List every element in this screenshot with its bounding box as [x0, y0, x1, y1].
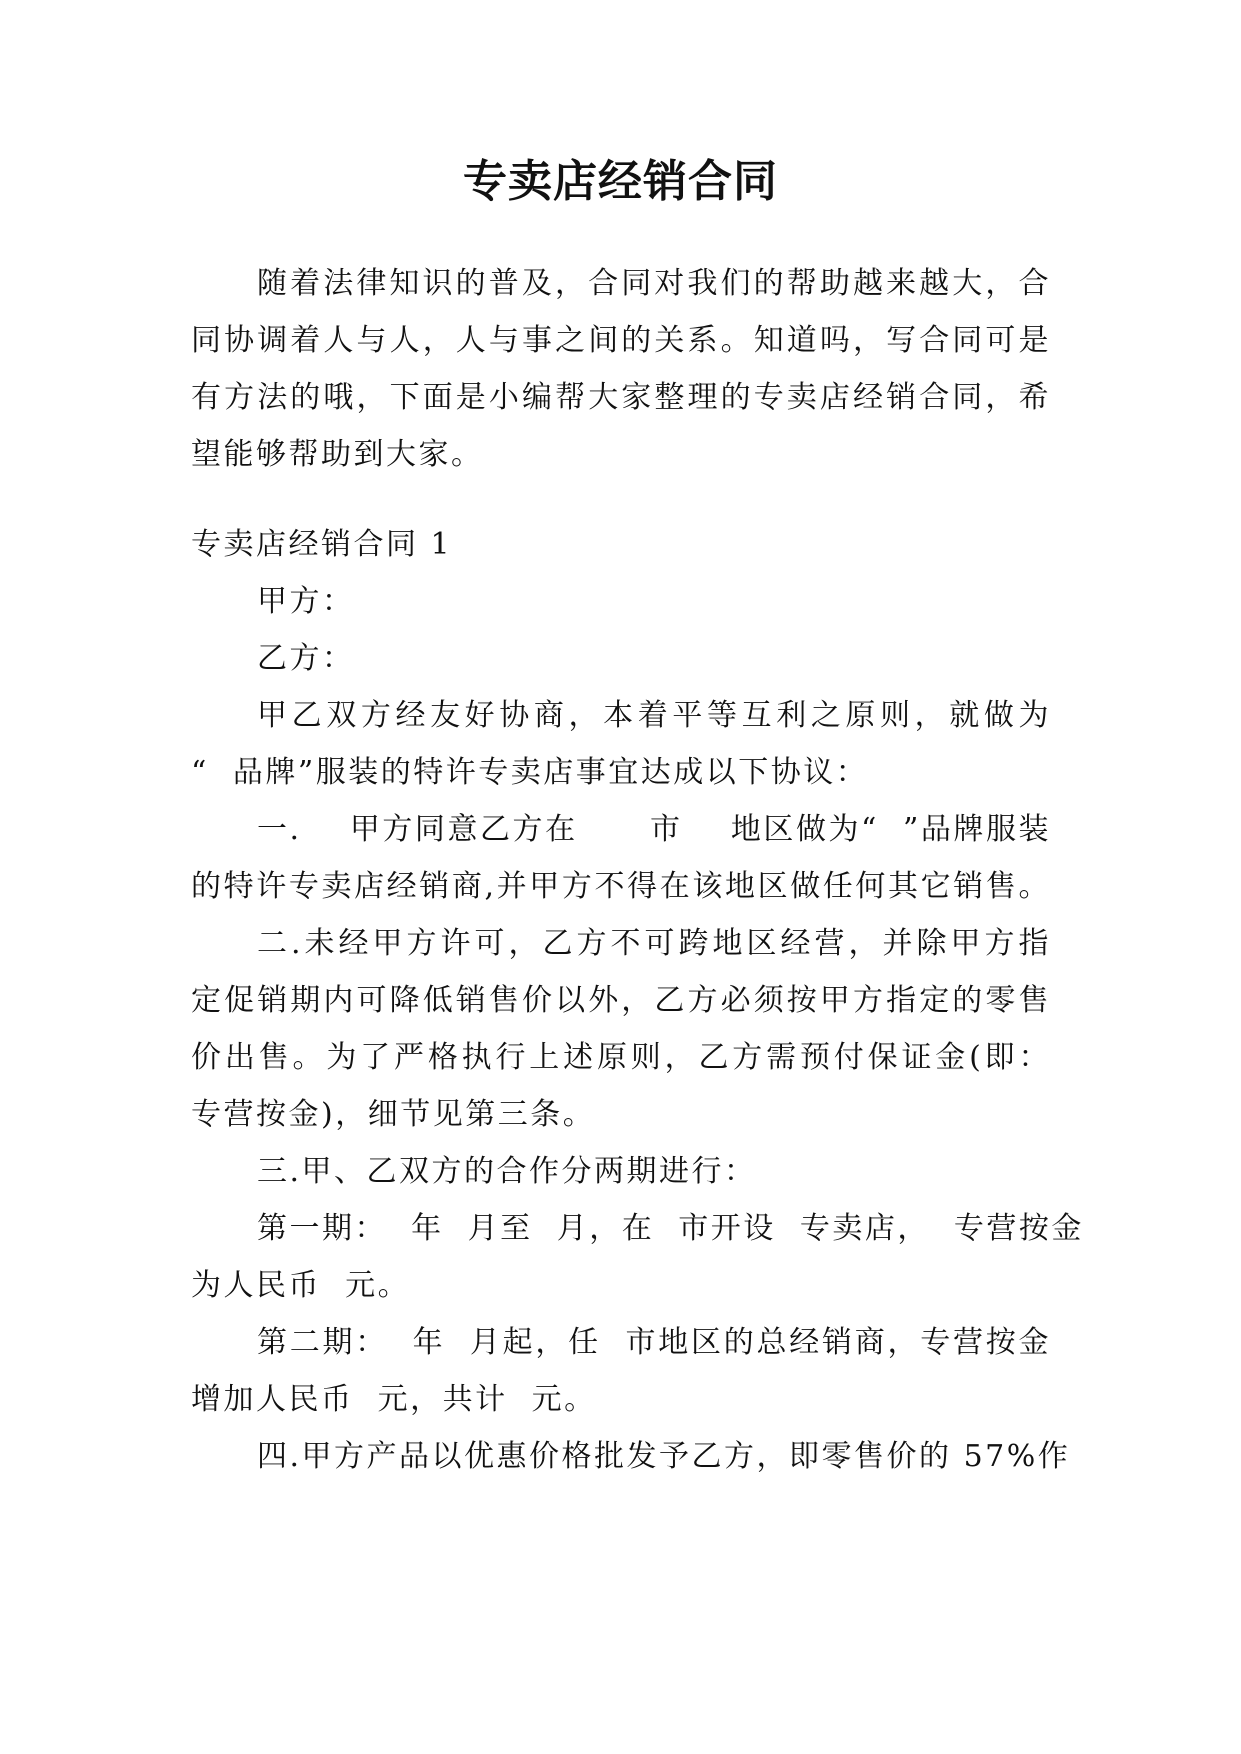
body-line: 价出售。为了严格执行上述原则，乙方需预付保证金(即：: [191, 1040, 1051, 1075]
body-line: 为人民币 元。: [191, 1268, 411, 1303]
section-heading: 专卖店经销合同 1: [191, 527, 453, 562]
body-line: 四.甲方产品以优惠价格批发予乙方，即零售价的 57%作: [257, 1439, 1071, 1474]
body-line: 三.甲、乙双方的合作分两期进行：: [257, 1154, 757, 1189]
body-line: 增加人民币 元，共计 元。: [191, 1382, 597, 1417]
body-line: 二.未经甲方许可，乙方不可跨地区经营，并除甲方指: [257, 926, 1051, 961]
contract-section: [191, 516, 1084, 1485]
document-title: 专卖店经销合同: [463, 156, 778, 207]
body-line: 第二期： 年 月起，任 市地区的总经销商，专营按金: [257, 1325, 1051, 1360]
body-line: “ 品牌”服装的特许专卖店事宜达成以下协议：: [191, 755, 869, 790]
intro-line: 同协调着人与人，人与事之间的关系。知道吗，写合同可是: [191, 323, 1051, 358]
body-line: 定促销期内可降低销售价以外，乙方必须按甲方指定的零售: [191, 983, 1051, 1018]
body-line: 一. 甲方同意乙方在 市 地区做为“ ”品牌服装: [257, 812, 1051, 847]
party-b-label: 乙方：: [257, 641, 355, 676]
party-a-label: 甲方：: [257, 584, 355, 619]
intro-paragraph: [191, 255, 1051, 483]
intro-line: 有方法的哦，下面是小编帮大家整理的专卖店经销合同，希: [191, 380, 1051, 415]
intro-line: 随着法律知识的普及，合同对我们的帮助越来越大，合: [257, 266, 1051, 301]
body-line: 专营按金)，细节见第三条。: [191, 1097, 596, 1132]
intro-line: 望能够帮助到大家。: [191, 437, 484, 472]
body-line: 的特许专卖店经销商,并甲方不得在该地区做任何其它销售。: [191, 869, 1051, 904]
body-line: 第一期： 年 月至 月，在 市开设 专卖店， 专营按金: [257, 1211, 1084, 1246]
body-line: 甲乙双方经友好协商，本着平等互利之原则，就做为: [257, 698, 1051, 733]
